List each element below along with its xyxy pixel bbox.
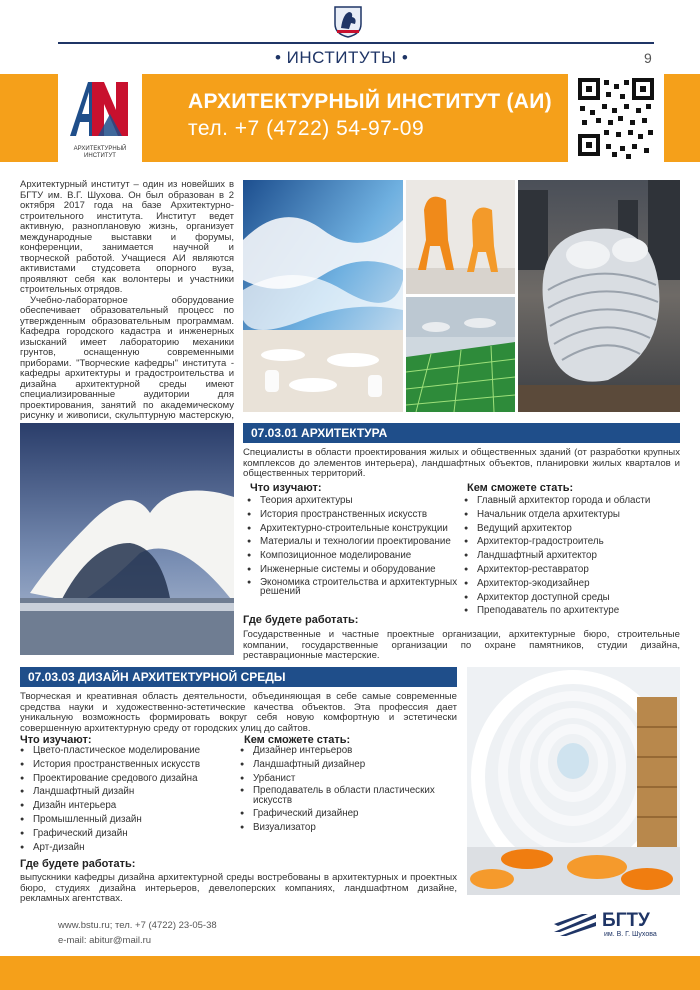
list-item: ● Архитектурно-строительные конструкции xyxy=(247,522,463,536)
program-architecture-description: Специалисты в области проектирования жилых и общественных зданий (от разработки крупных комплексов до элементов интерьера), ландшафтных объектов, планировки жилых кварталов и общественных территорий. xyxy=(243,447,680,480)
list-item: ● Начальник отдела архитектуры xyxy=(464,508,680,522)
list-item: ● Ведущий архитектор xyxy=(464,522,680,536)
list-item: ● Архитектор-экодизайнер xyxy=(464,577,680,591)
list-item: ● Архитектор доступной среды xyxy=(464,591,680,605)
arch-career-heading: Кем сможете стать: xyxy=(467,482,574,494)
photo-futuristic-tower xyxy=(518,180,680,412)
photo-orange-chairs xyxy=(406,180,515,294)
list-item: ● Ландшафтный дизайн xyxy=(20,785,240,799)
design-study-list xyxy=(20,744,240,854)
brand-subtitle: им. В. Г. Шухова xyxy=(604,931,657,938)
intro-paragraph-1: Архитектурный институт – один из новейших в БГТУ им. В.Г. Шухова. Он был образован в 2 октября 2017 года на базе Архитектурно-строительного института. Институт ведет активную, разноплановую жизнь, организует международные выставки и форумы, конференции, занимается научной и творческой работой. Учащиеся АИ являются активистами студсовета опорного вуза, проявляют себя как волонтеры и участники строительных отрядов. xyxy=(20,179,234,295)
institute-phone: тел. +7 (4722) 54-97-09 xyxy=(188,117,425,140)
list-item: ● Графический дизайнер xyxy=(240,807,458,821)
list-item: ● Урбанист xyxy=(240,772,458,786)
logo-caption: АРХИТЕКТУРНЫЙ ИНСТИТУТ xyxy=(73,146,127,159)
list-item: ● Ландшафтный дизайнер xyxy=(240,758,458,772)
list-item: ● Дизайнер интерьеров xyxy=(240,744,458,758)
arch-study-list xyxy=(247,494,463,599)
list-item: ● Композиционное моделирование xyxy=(247,549,463,563)
arch-work-heading: Где будете работать: xyxy=(243,614,359,626)
list-item: ● Промышленный дизайн xyxy=(20,813,240,827)
list-item: ● Экономика строительства и архитектурных решений xyxy=(247,577,463,599)
list-item: ● Арт-дизайн xyxy=(20,841,240,855)
footer-site-phone[interactable]: www.bstu.ru; тел. +7 (4722) 23-05-38 xyxy=(58,920,217,931)
intro-text xyxy=(20,180,234,464)
program-design-title: 07.03.03 ДИЗАЙН АРХИТЕКТУРНОЙ СРЕДЫ xyxy=(20,667,457,687)
section-title: • ИНСТИТУТЫ • xyxy=(275,48,409,67)
list-item: ● Ландшафтный архитектор xyxy=(464,549,680,563)
list-item: ● Теория архитектуры xyxy=(247,494,463,508)
design-career-heading: Кем сможете стать: xyxy=(244,734,351,746)
list-item: ● История пространственных искусств xyxy=(247,508,463,522)
header-rule xyxy=(58,42,654,44)
program-design-description: Творческая и креативная область деятельности, объединяющая в себе самые современные средства науки и художественно-эстетические качества объектов. Эта профессия дает уникальную возможность формировать вокруг себя новую комфортную и эстетически совершенную архитектурную среду от городских улиц до сайтов. xyxy=(20,691,457,734)
footer-email[interactable]: e-mail: abitur@mail.ru xyxy=(58,935,152,946)
design-career-list xyxy=(240,744,458,835)
list-item: ● Материалы и технологии проектирование xyxy=(247,535,463,549)
list-item: ● Визуализатор xyxy=(240,821,458,835)
list-item: ● Проектирование средового дизайна xyxy=(20,772,240,786)
arch-career-list xyxy=(464,494,680,618)
list-item: ● Архитектор-реставратор xyxy=(464,563,680,577)
institute-logo-icon xyxy=(58,74,142,146)
design-study-heading: Что изучают: xyxy=(20,734,92,746)
arch-work-text: Государственные и частные проектные организации, архитектурные бюро, строительные компании, государственные организации по охране памятников, студии дизайна, реставрационные мастерские. xyxy=(243,629,680,662)
qr-code-icon xyxy=(568,74,664,162)
qr-code[interactable] xyxy=(568,74,664,162)
list-item: ● Главный архитектор города и области xyxy=(464,494,680,508)
photo-cafe-interior xyxy=(243,180,403,412)
photo-white-arches xyxy=(467,667,680,895)
list-item: ● Преподаватель в области пластических искусств xyxy=(240,785,458,807)
intro-paragraph-2: Учебно-лабораторное оборудование обеспечивает образовательный процесс по утвержденным образовательным программам. Кафедра городского кадастра и инженерных изысканий имеет лабораторию механики грунтов, оснащенную современными приборами. "Творческие кафедры" института - кафедры архитектуры и градостроительства и дизайна архитектурной среды имеют специализированные аудитории для проектирования, занятий по академическому рисунку и живописи, скульптурную мастерскую, xyxy=(20,294,234,421)
footer-band xyxy=(0,956,700,990)
brand-logo-icon xyxy=(552,910,600,938)
university-crest-icon xyxy=(331,4,365,38)
program-architecture-title: 07.03.01 АРХИТЕКТУРА xyxy=(243,423,680,443)
photo-green-campus xyxy=(406,297,515,412)
institute-title: АРХИТЕКТУРНЫЙ ИНСТИТУТ (АИ) xyxy=(188,90,552,113)
page-number: 9 xyxy=(644,50,652,66)
list-item: ● Дизайн интерьера xyxy=(20,799,240,813)
design-work-heading: Где будете работать: xyxy=(20,858,136,870)
list-item: ● Архитектор-градостроитель xyxy=(464,535,680,549)
design-work-text: выпускники кафедры дизайна архитектурной среды востребованы в архитектурных и проектных бюро, студиях дизайна интерьеров, девелоперских компаниях, ландшафтном дизайне, рекламных агентствах. xyxy=(20,872,457,905)
list-item: ● Инженерные системы и оборудование xyxy=(247,563,463,577)
list-item: ● Цвето-пластическое моделирование xyxy=(20,744,240,758)
arch-study-heading: Что изучают: xyxy=(250,482,322,494)
list-item: ● Преподаватель по архитектуре xyxy=(464,604,680,618)
brand-name: БГТУ xyxy=(602,910,650,931)
list-item: ● История пространственных искусств xyxy=(20,758,240,772)
list-item: ● Графический дизайн xyxy=(20,827,240,841)
photo-white-building xyxy=(20,423,234,655)
